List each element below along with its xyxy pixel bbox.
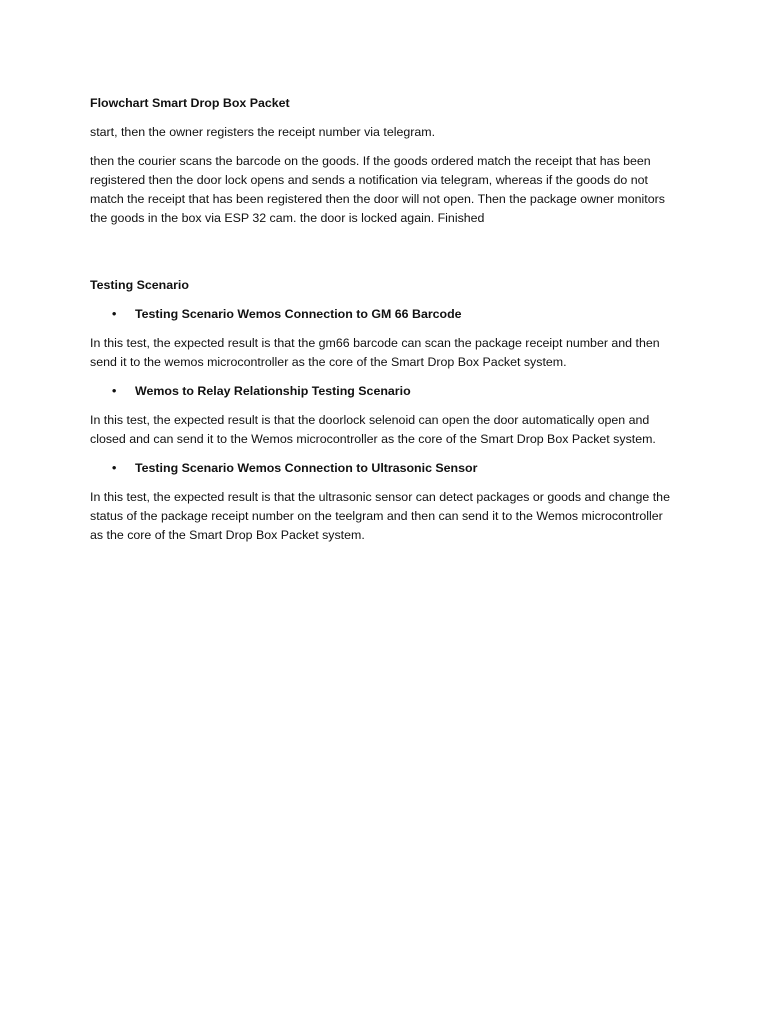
section-spacer: [90, 238, 678, 276]
scenario-heading-text: Testing Scenario Wemos Connection to GM 66 Barcode: [135, 307, 462, 321]
intro-paragraph-2: then the courier scans the barcode on the goods. If the goods ordered match the receipt that has been registered then the door lock opens and sends a notification via telegram, whereas if the goods do not match the receipt that has been registered then the door will not open. Then the package owner monitors the goods in the box via ESP 32 cam. the door is locked again. Finished: [90, 154, 665, 225]
scenario-heading-text: Testing Scenario Wemos Connection to Ultrasonic Sensor: [135, 461, 478, 475]
section-title: Testing Scenario: [90, 278, 189, 292]
scenario-body-2: In this test, the expected result is that the doorlock selenoid can open the door automatically open and closed and can send it to the Wemos microcontroller as the core of the Smart Drop Box Packet system.: [90, 413, 656, 446]
document-title: Flowchart Smart Drop Box Packet: [90, 96, 290, 110]
scenario-heading-text: Wemos to Relay Relationship Testing Scenario: [135, 384, 411, 398]
scenario-body-3: In this test, the expected result is that the ultrasonic sensor can detect packages or goods and change the status of the package receipt number on the teelgram and then can send it to the Wemos microcontroller as the core of the Smart Drop Box Packet system.: [90, 490, 670, 542]
intro-paragraph-1: start, then the owner registers the receipt number via telegram.: [90, 125, 436, 139]
scenario-body-1: In this test, the expected result is that the gm66 barcode can scan the package receipt number and then send it to the wemos microcontroller as the core of the Smart Drop Box Packet system.: [90, 336, 660, 369]
scenario-heading-3: [90, 459, 678, 478]
scenario-heading-2: [90, 382, 678, 401]
bullet-icon: •: [112, 461, 117, 475]
scenario-heading-1: [90, 305, 678, 324]
bullet-icon: •: [112, 307, 117, 321]
bullet-icon: •: [112, 384, 117, 398]
